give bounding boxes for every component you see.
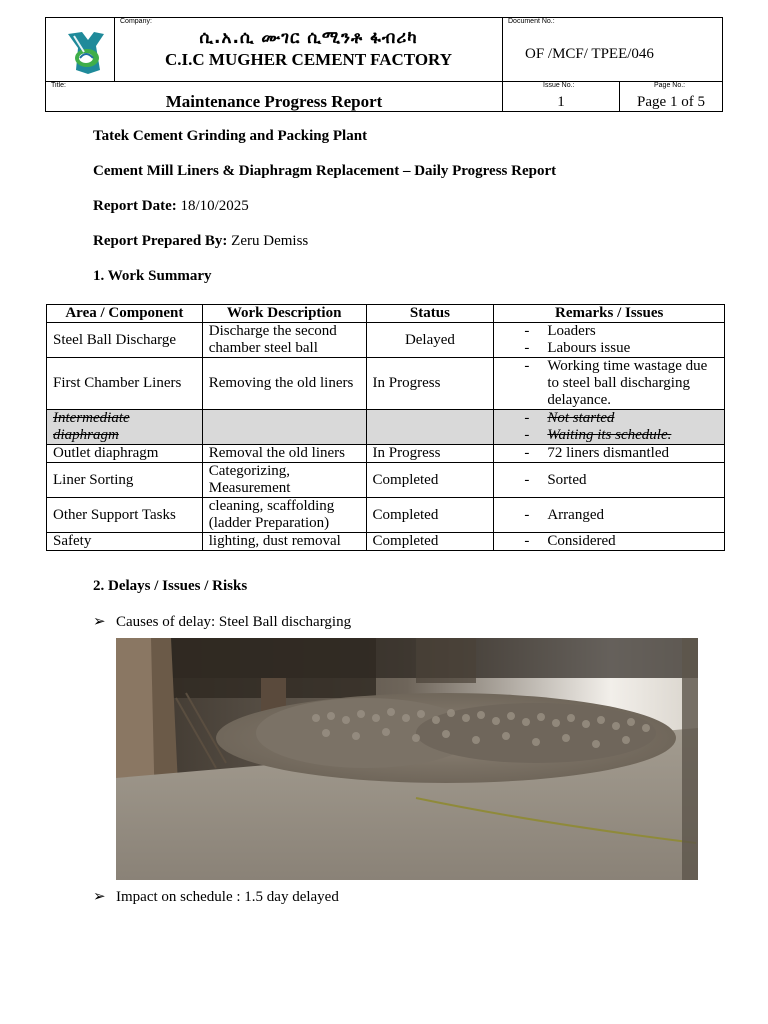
description-cell: Categorizing, Measurement xyxy=(202,463,366,498)
page-number: Page 1 of 5 xyxy=(637,94,705,110)
remarks-cell xyxy=(494,323,725,358)
prepared-by-label: Report Prepared By: xyxy=(93,233,228,249)
company-logo xyxy=(66,30,106,76)
document-number: OF /MCF/ TPEE/046 xyxy=(525,46,654,62)
report-date-line xyxy=(93,198,249,215)
table-row xyxy=(47,323,725,358)
title-label: Title: xyxy=(51,82,66,89)
remarks-cell xyxy=(494,498,725,533)
table-row xyxy=(47,410,725,445)
company-name-amharic: ሲ.አ.ሲ ሙገር ሲሚንቶ ፋብሪካ xyxy=(199,28,418,48)
column-header: Status xyxy=(366,305,494,323)
remark-item: - Sorted xyxy=(500,472,718,489)
causes-of-delay-text: Causes of delay: Steel Ball discharging xyxy=(116,614,352,630)
document-number-cell xyxy=(502,17,723,82)
page-no-label: Page No.: xyxy=(654,82,686,89)
area-cell: Intermediate diaphragm xyxy=(47,410,203,445)
area-cell: Steel Ball Discharge xyxy=(47,323,203,358)
section-delays-title: 2. Delays / Issues / Risks xyxy=(93,578,248,594)
company-cell xyxy=(114,17,503,82)
report-title: Maintenance Progress Report xyxy=(165,92,383,111)
company-name: C.I.C MUGHER CEMENT FACTORY xyxy=(165,50,452,69)
remark-item: - Considered xyxy=(500,533,718,550)
status-cell: Completed xyxy=(366,498,494,533)
remark-item: - Waiting its schedule. xyxy=(500,427,718,444)
section-work-summary-title: 1. Work Summary xyxy=(93,268,212,284)
table-row xyxy=(47,358,725,410)
impact-bullet xyxy=(93,887,339,906)
issue-number-cell xyxy=(502,81,620,112)
remarks-cell xyxy=(494,410,725,445)
arrow-bullet-icon: ➢ xyxy=(93,614,106,630)
area-cell: Liner Sorting xyxy=(47,463,203,498)
area-cell: First Chamber Liners xyxy=(47,358,203,410)
description-cell: Removing the old liners xyxy=(202,358,366,410)
area-cell: Other Support Tasks xyxy=(47,498,203,533)
report-date-label: Report Date: xyxy=(93,198,177,214)
remarks-cell xyxy=(494,463,725,498)
area-cell: Outlet diaphragm xyxy=(47,445,203,463)
site-photo-steel-balls xyxy=(116,638,698,880)
table-row xyxy=(47,463,725,498)
page-number-cell xyxy=(619,81,723,112)
work-summary-table xyxy=(46,304,725,551)
description-cell xyxy=(202,410,366,445)
logo-cell xyxy=(45,17,115,82)
issue-no-label: Issue No.: xyxy=(543,82,575,89)
status-cell: Completed xyxy=(366,463,494,498)
impact-text: Impact on schedule : 1.5 day delayed xyxy=(116,889,339,905)
status-cell: Completed xyxy=(366,533,494,551)
remark-item: - Not started xyxy=(500,410,718,427)
description-cell: Removal the old liners xyxy=(202,445,366,463)
document-no-label: Document No.: xyxy=(508,18,555,25)
table-header-row xyxy=(47,305,725,323)
prepared-by-line xyxy=(93,233,308,250)
description-cell: Discharge the second chamber steel ball xyxy=(202,323,366,358)
status-cell: Delayed xyxy=(366,323,494,358)
remarks-cell xyxy=(494,358,725,410)
causes-of-delay-bullet xyxy=(93,612,351,631)
remarks-cell xyxy=(494,533,725,551)
report-date: 18/10/2025 xyxy=(180,198,249,214)
arrow-bullet-icon: ➢ xyxy=(93,889,106,905)
column-header: Work Description xyxy=(202,305,366,323)
area-cell: Safety xyxy=(47,533,203,551)
column-header: Remarks / Issues xyxy=(494,305,725,323)
table-row xyxy=(47,533,725,551)
document-header xyxy=(45,17,723,112)
status-cell: In Progress xyxy=(366,445,494,463)
company-label: Company: xyxy=(120,18,152,25)
status-cell: In Progress xyxy=(366,358,494,410)
remark-item: - 72 liners dismantled xyxy=(500,445,718,462)
report-subject: Cement Mill Liners & Diaphragm Replacement – Daily Progress Report xyxy=(93,163,557,179)
table-row xyxy=(47,498,725,533)
remarks-cell xyxy=(494,445,725,463)
remark-item: - Arranged xyxy=(500,507,718,524)
description-cell: lighting, dust removal xyxy=(202,533,366,551)
prepared-by: Zeru Demiss xyxy=(231,233,309,249)
table-row xyxy=(47,445,725,463)
description-cell: cleaning, scaffolding (ladder Preparation) xyxy=(202,498,366,533)
remark-item: - Labours issue xyxy=(500,340,718,357)
plant-name: Tatek Cement Grinding and Packing Plant xyxy=(93,128,368,144)
issue-number: 1 xyxy=(557,94,565,110)
column-header: Area / Component xyxy=(47,305,203,323)
status-cell xyxy=(366,410,494,445)
steel-ball-pile-photo xyxy=(116,638,698,880)
remark-item: - Loaders xyxy=(500,323,718,340)
remark-item: - Working time wastage due to steel ball discharging delayance. xyxy=(500,358,718,409)
title-cell xyxy=(45,81,503,112)
